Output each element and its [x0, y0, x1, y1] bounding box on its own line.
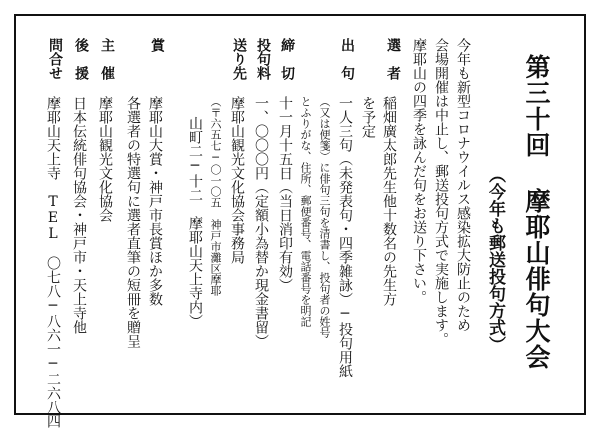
intro-line: 今年も新型コロナウイルス感染拡大防止のため	[455, 38, 471, 332]
section-label-submission: 出句	[339, 38, 355, 94]
section-line: 一、〇〇〇円（定額小為替か現金書留）	[253, 96, 269, 348]
section-label-fee: 投句料	[255, 38, 271, 80]
section-line: とふりがな、住所、郵便番号、電話番号を明記	[299, 96, 312, 327]
section-line: 摩耶山大賞・神戸市長賞ほか多数	[147, 96, 163, 306]
intro-line: 摩耶山の四季を詠んだ句をお送り下さい。	[411, 38, 427, 304]
section-line: 日本伝統俳句協会・神戸市・天上寺他	[71, 96, 87, 334]
section-label-prizes: 賞	[149, 38, 165, 66]
section-line: 各選者の特選句に選者直筆の短冊を贈呈	[125, 96, 141, 348]
section-line: 一人三句（未発表句・四季雑詠）─投句用紙	[337, 96, 353, 378]
section-label-sponsors: 後援	[73, 38, 89, 94]
section-line: を予定	[360, 96, 376, 138]
notice-frame	[14, 14, 586, 428]
section-line: （〒六五七─〇一〇五 神戸市灘区摩耶	[209, 96, 222, 296]
section-line: 十一月十五日（当日消印有効）	[277, 96, 293, 292]
section-label-organizer: 主催	[99, 38, 115, 94]
section-line: 山町二─十二 摩耶山天上寺内）	[187, 116, 203, 328]
section-line: 摩耶山観光文化協会事務局	[229, 96, 245, 264]
section-label-contact: 問合せ	[47, 38, 63, 80]
section-line: 摩耶山天上寺 TEL 〇七八─八六一─二六八四	[45, 96, 61, 428]
section-label-deadline: 締切	[279, 38, 295, 94]
page-title: 第三十回 摩耶山俳句大会	[522, 54, 551, 370]
intro-line: 会場開催は中止し、郵送投句方式で実施します。	[433, 38, 449, 346]
section-line: 稲畑廣太郎先生他十数名の先生方	[381, 96, 397, 306]
section-line: 摩耶山観光文化協会	[97, 96, 113, 222]
section-line: （又は便箋）に俳句三句を清書し、投句者の姓号	[318, 96, 331, 338]
page-subtitle: （今年も郵送投句方式）	[485, 166, 505, 353]
section-label-judges: 選者	[385, 38, 401, 94]
section-label-address: 送り先	[231, 38, 247, 80]
